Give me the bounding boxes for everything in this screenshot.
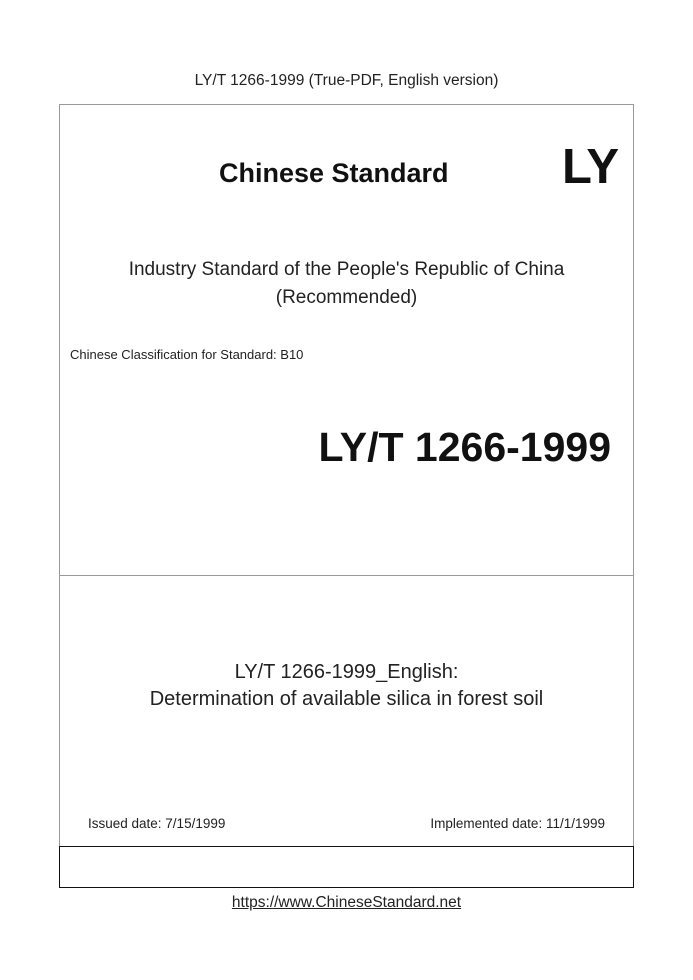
implemented-date: Implemented date: 11/1/1999 xyxy=(430,816,605,831)
classification-label: Chinese Classification for Standard: B10 xyxy=(70,347,304,362)
category-mark: LY xyxy=(562,140,619,194)
standard-type-title: Chinese Standard xyxy=(219,158,449,188)
cover-title-section xyxy=(59,575,634,847)
standard-number: LY/T 1266-1999 xyxy=(318,424,611,470)
cover-bottom-bar xyxy=(59,846,634,888)
recommended-label: (Recommended) xyxy=(275,287,418,308)
industry-standard-line: Industry Standard of the People's Republic of China xyxy=(128,259,565,280)
document-reference-header: LY/T 1266-1999 (True-PDF, English version) xyxy=(194,72,499,89)
document-title: Determination of available silica in forest soil xyxy=(149,688,544,710)
english-code-label: LY/T 1266-1999_English: xyxy=(234,661,459,683)
website-link[interactable]: https://www.ChineseStandard.net xyxy=(231,894,462,911)
issued-date: Issued date: 7/15/1999 xyxy=(88,816,226,831)
